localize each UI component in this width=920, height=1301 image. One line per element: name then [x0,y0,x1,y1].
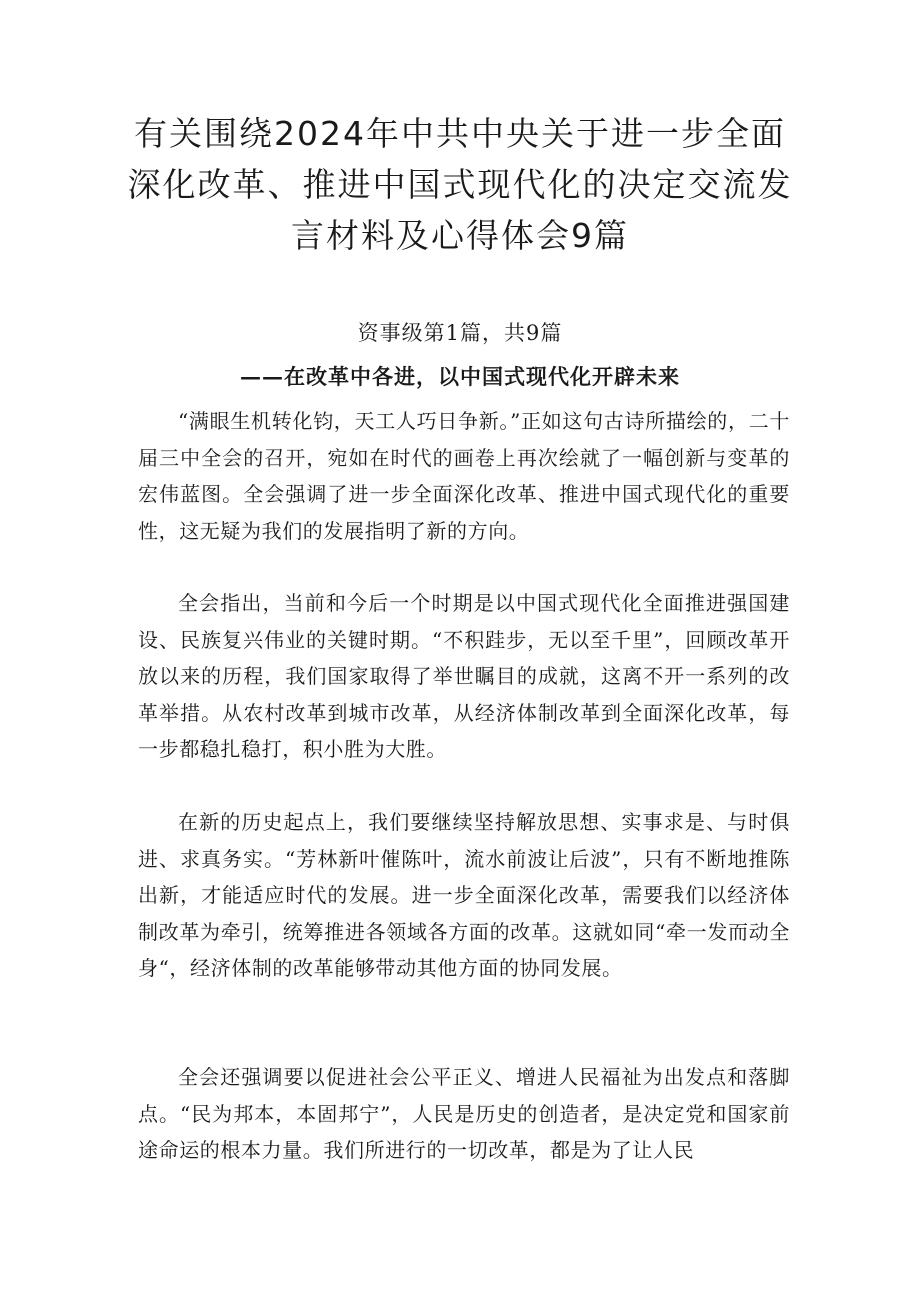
paragraph [138,403,790,549]
paragraph [138,1059,790,1169]
paragraph-text: “满眼生机转化钧，天工人巧日争新。”正如这句古诗所描绘的，二十届三中全会的召开，宛如在时代的画卷上再次绘就了一幅创新与变革的宏伟蓝图。全会强调了进一步全面深化改革、推进中国式现代化的重要性，这无疑为我们的发展指明了新的方向。 [138,409,790,543]
paragraph [138,585,790,768]
paragraph-text: 在新的历史起点上，我们要继续坚持解放思想、实事求是、与时俱进、求真务实。“芳林新叶催陈叶，流水前波让后波”，只有不断地推陈出新，才能适应时代的发展。进一步全面深化改革，需要我们以经济体制改革为牵引，统筹推进各领域各方面的改革。这就如同“牵一发而动全身“，经济体制的改革能够带动其他方面的协同发展。 [138,810,790,980]
paragraph [138,804,790,987]
part-label: 资事级第1篇，共9篇 [357,321,563,345]
section-subtitle: ——在改革中各进，以中国式现代化开辟未来 [240,364,680,389]
paragraph-text: 全会指出，当前和今后一个时期是以中国式现代化全面推进强国建设、民族复兴伟业的关键时期。“不积跬步，无以至千里”，回顾改革开放以来的历程，我们国家取得了举世瞩目的成就，这离不开一系列的改革举措。从农村改革到城市改革，从经济体制改革到全面深化改革，每一步都稳扎稳打，积小胜为大胜。 [138,591,790,761]
paragraph-text: 全会还强调要以促进社会公平正义、增进人民福祉为出发点和落脚点。“民为邦本，本固邦宁”，人民是历史的创造者，是决定党和国家前途命运的根本力量。我们所进行的一切改革，都是为了让人民 [138,1065,790,1162]
document-title: 有关围绕2024年中共中央关于进一步全面深化改革、推进中国式现代化的决定交流发言材料及心得体会9篇 [127,114,793,255]
